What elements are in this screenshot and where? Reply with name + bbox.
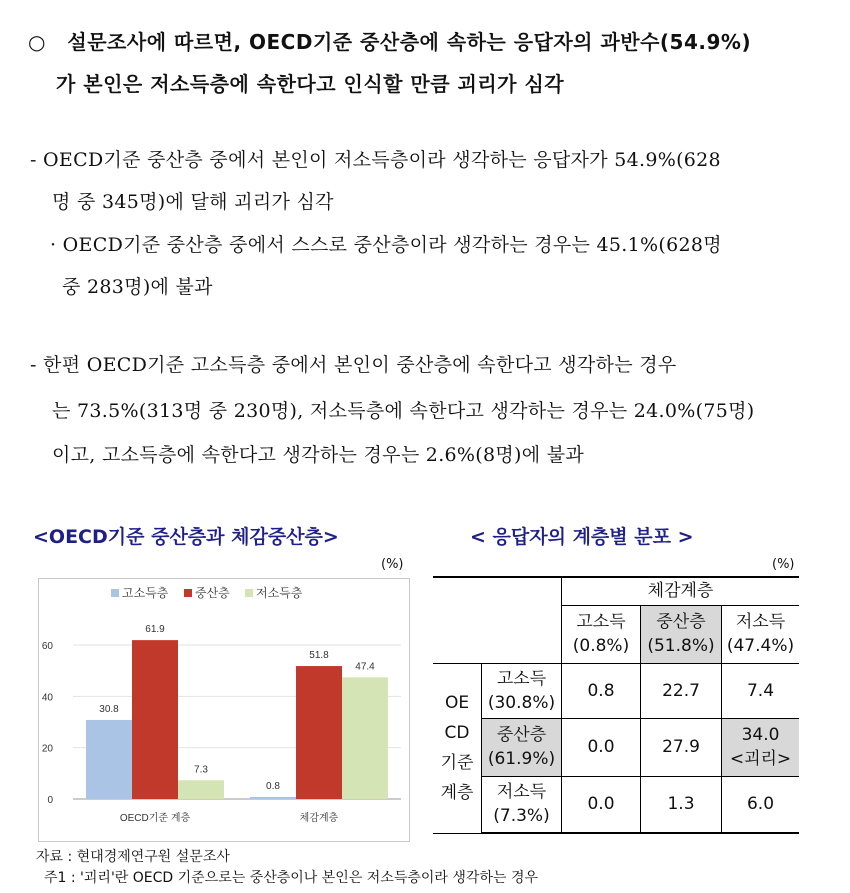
paragraph-3-line-1: - 한편 OECD기준 고소득층 중에서 본인이 중산층에 속한다고 생각하는 경우 bbox=[30, 354, 677, 376]
x-tick-label: OECD기준 계층 bbox=[119, 813, 191, 824]
bar-value-label: 47.4 bbox=[355, 661, 375, 673]
bar bbox=[178, 780, 224, 799]
col-header-name: 저소득 bbox=[735, 612, 786, 632]
table-row bbox=[433, 663, 799, 718]
paragraph-2-line-1: · OECD기준 중산층 중에서 스스로 중산층이라 생각하는 경우는 45.1%(628명 bbox=[50, 234, 722, 256]
chart-title: <OECD기준 중산층과 체감중산층> bbox=[33, 526, 339, 548]
table-header-row-group bbox=[433, 577, 799, 605]
chart-unit: (%) bbox=[381, 557, 404, 572]
table-cell: 0.0 bbox=[562, 776, 641, 833]
table-cell-value: 34.0 bbox=[741, 725, 780, 745]
row-group-label: 기준 bbox=[440, 753, 474, 773]
row-group-label: CD bbox=[444, 723, 470, 743]
bar-value-label: 0.8 bbox=[266, 780, 280, 792]
footnote: 주1 : '괴리'란 OECD 기준으로는 중산층이나 본인은 저소득층이라 생각하는 경우 bbox=[44, 870, 538, 886]
col-header-name: 고소득 bbox=[576, 612, 626, 632]
heading-text-1: 설문조사에 따르면, OECD기준 중산층에 속하는 응답자의 과반수(54.9%) bbox=[67, 30, 752, 54]
x-tick-label: 체감계층 bbox=[299, 813, 339, 824]
gap-note: <괴리> bbox=[729, 749, 792, 769]
row-header-name: 고소득 bbox=[496, 668, 547, 689]
row-header-pct: (7.3%) bbox=[493, 806, 550, 827]
legend-label: 중산층 bbox=[195, 586, 230, 600]
heading-line-1 bbox=[28, 26, 751, 55]
col-header-pct: (51.8%) bbox=[647, 636, 715, 656]
table-cell: 27.9 bbox=[641, 718, 722, 776]
bar-value-label: 61.9 bbox=[145, 624, 165, 636]
table-cell: 1.3 bbox=[641, 776, 722, 833]
paragraph-2-line-2: 중 283명)에 불과 bbox=[62, 276, 213, 298]
table-cell: 6.0 bbox=[722, 776, 800, 833]
bar bbox=[132, 640, 178, 799]
col-header-name: 중산층 bbox=[656, 612, 706, 632]
table-cell: 22.7 bbox=[641, 663, 722, 718]
table-cell: 0.8 bbox=[562, 663, 641, 718]
heading-line-2: 가 본인은 저소득층에 속한다고 인식할 만큼 괴리가 심각 bbox=[56, 72, 565, 96]
y-tick-label: 20 bbox=[41, 743, 53, 755]
y-tick-label: 60 bbox=[41, 641, 53, 652]
gap-cell bbox=[722, 718, 800, 776]
paragraph-1-line-1: - OECD기준 중산층 중에서 본인이 저소득층이라 생각하는 응답자가 54.9%(628 bbox=[30, 149, 721, 171]
bar-value-label: 51.8 bbox=[309, 650, 329, 662]
bar bbox=[342, 677, 388, 799]
row-header-low bbox=[482, 776, 562, 833]
source-note: 자료 : 현대경제연구원 설문조사 bbox=[36, 849, 230, 865]
col-header-high bbox=[562, 605, 641, 663]
row-group-label: OE bbox=[444, 693, 470, 713]
bar-value-label: 7.3 bbox=[194, 764, 208, 776]
paragraph-3-line-2: 는 73.5%(313명 중 230명), 저소득층에 속한다고 생각하는 경우는 24.0%(75명) bbox=[52, 400, 755, 422]
bar bbox=[296, 666, 342, 799]
col-header-pct: (0.8%) bbox=[572, 636, 630, 656]
bar bbox=[86, 720, 132, 799]
col-header-middle bbox=[641, 605, 722, 663]
col-group-header: 체감계층 bbox=[562, 577, 800, 605]
table-unit: (%) bbox=[772, 557, 795, 572]
y-tick-label: 0 bbox=[47, 795, 53, 806]
bar-chart-svg bbox=[39, 579, 409, 841]
table-cell: 0.0 bbox=[562, 718, 641, 776]
row-group-label: 계층 bbox=[440, 783, 474, 803]
row-header-name: 저소득 bbox=[496, 782, 547, 803]
y-tick-label: 40 bbox=[41, 692, 53, 704]
table-row bbox=[433, 718, 799, 776]
distribution-table bbox=[433, 576, 799, 834]
row-header-middle bbox=[482, 718, 562, 776]
bar-chart bbox=[38, 578, 410, 842]
col-header-low bbox=[722, 605, 800, 663]
legend-swatch bbox=[184, 589, 192, 597]
row-header-pct: (61.9%) bbox=[487, 749, 556, 769]
row-header-name: 중산층 bbox=[496, 725, 547, 745]
bar-value-label: 30.8 bbox=[99, 703, 119, 715]
legend-swatch bbox=[245, 589, 253, 597]
circle-bullet-icon: ○ bbox=[28, 30, 46, 54]
legend-label: 고소득층 bbox=[122, 586, 169, 600]
paragraph-3-line-3: 이고, 고소득층에 속한다고 생각하는 경우는 2.6%(8명)에 불과 bbox=[52, 444, 585, 466]
legend-label: 저소득층 bbox=[256, 586, 303, 600]
table-row bbox=[433, 776, 799, 833]
row-header-high bbox=[482, 663, 562, 718]
bar bbox=[250, 797, 296, 799]
row-group-header bbox=[433, 663, 482, 833]
legend-swatch bbox=[111, 589, 119, 597]
paragraph-1-line-2: 명 중 345명)에 달해 괴리가 심각 bbox=[52, 191, 334, 213]
table-corner-cell bbox=[433, 577, 562, 663]
table-title: < 응답자의 계층별 분포 > bbox=[470, 526, 694, 548]
col-header-pct: (47.4%) bbox=[726, 636, 795, 656]
row-header-pct: (30.8%) bbox=[487, 692, 556, 713]
table-cell: 7.4 bbox=[722, 663, 800, 718]
